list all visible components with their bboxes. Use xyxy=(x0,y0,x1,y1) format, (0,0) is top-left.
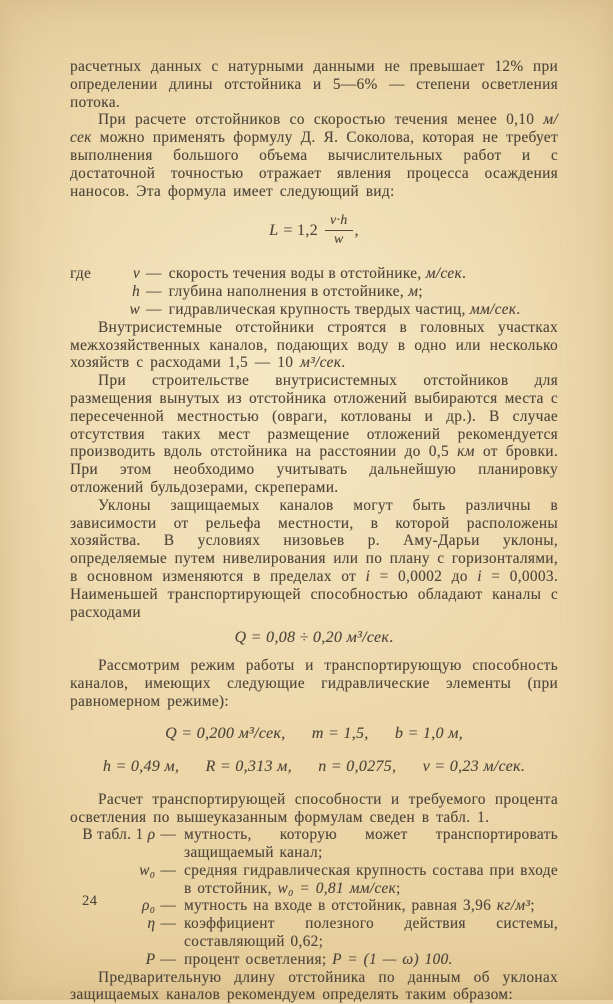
unit-m3-per-sec: м³/сек xyxy=(299,354,342,372)
definition-label xyxy=(70,915,176,951)
paragraph-channel-slopes xyxy=(70,497,558,622)
unit-m-per-sec: м/сек xyxy=(70,111,558,147)
paragraph-text: Уклоны защищаемых каналов могут быть различны в зависимости от рельефа местности, в которой расположены хозяйства. В условиях низовьев р. Аму-Дарьи уклоны, определяемые путем нивелирования или по плану с горизонталями, в основном изменяются в пределах от xyxy=(70,496,558,585)
dash: — xyxy=(146,283,162,301)
variable-i: i xyxy=(365,567,371,585)
formula-discharge-range xyxy=(70,629,558,647)
dash: — xyxy=(160,861,176,879)
definition-body: мутность на входе в отстойник, равная 3,96 xyxy=(184,897,497,915)
definition-text xyxy=(176,897,558,915)
unit-m: м xyxy=(408,283,419,301)
paragraph-text: При строительстве внутрисистемных отстойников для размещения вынутых из отстойника отложений выбираются места с пересеченной местностью (овраги, котлованы и др.). В случае отсутствия таких мест размещение отложений рекомендуется производить вдоль отстойника на расстоянии до 0,5 xyxy=(70,372,558,461)
paragraph-text: = 0,0002 до xyxy=(370,567,478,585)
punctuation: ; xyxy=(395,879,401,897)
formula-hydraulic-elements-line1 xyxy=(70,725,558,743)
paragraph-sediment-placement xyxy=(70,372,558,497)
punctuation: . xyxy=(389,629,394,647)
paragraph-text: = 0,0003. Наименьшей транспортирующей способностью обладают каналы с расходами xyxy=(70,567,558,621)
paragraph-text: При расчете отстойников со скоростью течения менее 0,10 xyxy=(98,111,544,129)
definition-row-eta xyxy=(70,915,558,951)
definition-text xyxy=(176,915,558,951)
definition-text xyxy=(176,862,558,898)
variable-rho0: ρ₀ xyxy=(141,897,156,915)
formula-sokolov-length xyxy=(70,213,558,248)
paragraph-text: Предварительную длину отстойника по данным об уклонах защищаемых каналов рекомендуем определять таким образом: xyxy=(70,968,558,1004)
paragraph-text: от бровки. При этом необходимо учитывать дальнейшую планировку отложений бульдозерами, скреперами. xyxy=(70,443,558,496)
formula-fraction xyxy=(325,213,353,248)
definition-text xyxy=(169,265,558,283)
formula-v: v = 0,23 м/сек. xyxy=(422,757,526,775)
formula-m: m = 1,5, xyxy=(311,724,369,742)
formula-w0-value: w₀ = 0,81 мм/сек xyxy=(277,879,396,897)
definition-body: мутность, которую может транспортировать защищаемый канал; xyxy=(184,826,558,862)
fraction-denominator: w xyxy=(333,232,344,248)
paragraph-text: расчетных данных с натурными данными не превышает 12% при определении длины отстойника и 5—6% — степени осветления потока. xyxy=(70,58,558,111)
dash: — xyxy=(160,897,176,915)
definition-lead: В табл. 1 xyxy=(82,826,148,844)
definition-label xyxy=(70,951,176,969)
formula-r: R = 0,313 м, xyxy=(205,757,292,775)
paragraph-table-reference xyxy=(70,791,558,827)
definition-body: скорость течения воды в отстойнике, xyxy=(168,265,426,283)
paragraph-text: Расчет транспортирующей способности и требуемого процента осветления по вышеуказанным формулам сведен в табл. 1. xyxy=(70,790,558,826)
variable-p: P xyxy=(145,950,156,968)
paragraph-intrasystem-basins xyxy=(70,319,558,372)
page-number: 24 xyxy=(82,893,98,909)
fraction-numerator: v·h xyxy=(325,213,353,231)
definition-list xyxy=(70,826,558,968)
paragraph-text: можно применять формулу Д. Я. Соколова, которая не требует выполнения большого объема вычислительных работ и с достаточной точностью отражает явления процесса осаждения наносов. Эта формула имеет следующий вид: xyxy=(70,129,558,200)
definition-row-w0 xyxy=(70,862,558,898)
formula-expression: Q = 0,08 ÷ 0,20 xyxy=(234,629,347,647)
dash: — xyxy=(160,915,176,933)
variable-i: i xyxy=(477,567,482,585)
dash: — xyxy=(160,950,176,968)
paragraph-hydraulic-elements-intro xyxy=(70,657,558,710)
where-label-spacer xyxy=(70,283,114,301)
dash: — xyxy=(146,300,162,318)
definition-body: средняя гидравлическая крупность состава при входе в отстойник, xyxy=(184,861,558,897)
formula-q: Q = 0,200 м³/сек, xyxy=(165,724,286,742)
punctuation: . xyxy=(461,265,467,283)
unit-kg-per-m3: кг/м³ xyxy=(496,897,531,915)
unit-m3-per-sec: м³/сек xyxy=(346,629,390,647)
variable-h: h xyxy=(132,283,140,301)
punctuation: ; xyxy=(530,897,535,915)
paragraph-preliminary-length xyxy=(70,969,558,1004)
definition-label xyxy=(70,826,176,862)
unit-km: км xyxy=(457,443,475,461)
paragraph-text: Рассмотрим режим работы и транспортирующую способность каналов, имеющих следующие гидравлические элементы (при равномерном режиме): xyxy=(70,657,558,710)
definition-text xyxy=(169,283,558,301)
where-label: где xyxy=(70,265,92,283)
formula-h: h = 0,49 м, xyxy=(102,757,180,775)
where-row-velocity xyxy=(70,265,558,283)
paragraph-text: . xyxy=(341,354,346,372)
formula-p-clarification: P = (1 — ω) 100. xyxy=(332,950,453,968)
where-row-particle-size xyxy=(70,301,558,319)
definition-body: коэффициент полезного действия системы, составляющий 0,62; xyxy=(184,915,558,951)
definition-text xyxy=(176,826,558,862)
definition-text xyxy=(169,301,558,319)
where-row-depth xyxy=(70,283,558,301)
paragraph-sokolov-formula-intro xyxy=(70,111,558,200)
variable-w: w xyxy=(129,300,140,318)
where-list xyxy=(70,265,558,318)
variable-rho: ρ xyxy=(147,826,156,844)
definition-row-rho0 xyxy=(70,897,558,915)
formula-comma: , xyxy=(354,221,359,239)
variable-eta: η xyxy=(147,915,156,933)
variable-v: v xyxy=(132,265,140,283)
definition-row-p xyxy=(70,951,558,969)
formula-b: b = 1,0 м, xyxy=(394,724,463,742)
punctuation: . xyxy=(516,300,521,318)
punctuation: ; xyxy=(418,283,423,301)
paragraph-accuracy xyxy=(70,58,558,111)
dash: — xyxy=(160,826,176,844)
formula-n: n = 0,0275, xyxy=(318,757,397,775)
formula-lhs: L xyxy=(269,221,279,239)
variable-w0: w₀ xyxy=(139,861,156,879)
unit-m-per-sec: м/сек xyxy=(425,265,462,283)
paragraph-text: Внутрисистемные отстойники строятся в головных участках межхозяйственных каналов, подающих воду в одно или несколько хозяйств с расходами 1,5 — 10 xyxy=(70,318,558,372)
formula-hydraulic-elements-line2 xyxy=(70,758,558,776)
definition-text xyxy=(176,951,558,969)
definition-body: глубина наполнения в отстойнике, xyxy=(168,283,409,301)
dash: — xyxy=(146,265,162,283)
where-label-spacer xyxy=(70,301,114,319)
definition-body: процент осветления; xyxy=(184,950,333,968)
unit-mm-per-sec: мм/сек xyxy=(469,300,517,318)
formula-equals-coefficient: = 1,2 xyxy=(283,221,318,239)
definition-body: гидравлическая крупность твердых частиц, xyxy=(168,300,470,318)
text-column xyxy=(70,58,558,1004)
definition-row-rho xyxy=(70,826,558,862)
